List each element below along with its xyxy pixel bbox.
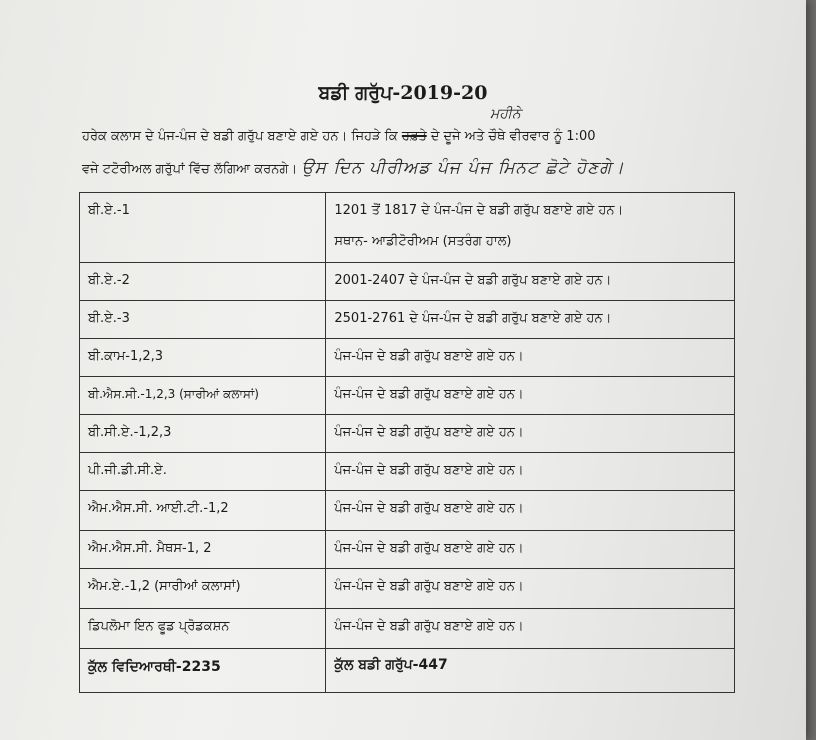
table-row bbox=[80, 569, 735, 609]
total-groups-cell: ਕੁੱਲ ਬਡੀ ਗਰੁੱਪ-447 bbox=[326, 649, 735, 693]
detail-cell: ਪੰਜ-ਪੰਜ ਦੇ ਬਡੀ ਗਰੁੱਪ ਬਣਾਏ ਗਏ ਹਨ। bbox=[326, 453, 735, 491]
course-cell: ਐਮ.ਏ.-1,2 (ਸਾਰੀਆਂ ਕਲਾਸਾਂ) bbox=[80, 569, 326, 609]
detail-cell: 2001-2407 ਦੇ ਪੰਜ-ਪੰਜ ਦੇ ਬਡੀ ਗਰੁੱਪ ਬਣਾਏ ਗਏ ਹਨ। bbox=[326, 263, 735, 301]
course-cell: ਪੀ.ਜੀ.ਡੀ.ਸੀ.ਏ. bbox=[80, 453, 326, 491]
course-cell: ਬੀ.ਏ.-3 bbox=[80, 301, 326, 339]
table-row bbox=[80, 531, 735, 569]
course-cell: ਬੀ.ਸੀ.ਏ.-1,2,3 bbox=[80, 415, 326, 453]
handwritten-correction: ਮਹੀਨੇ bbox=[490, 106, 521, 122]
detail-cell: ਪੰਜ-ਪੰਜ ਦੇ ਬਡੀ ਗਰੁੱਪ ਬਣਾਏ ਗਏ ਹਨ। bbox=[326, 491, 735, 531]
table-row bbox=[80, 377, 735, 415]
detail-cell: ਪੰਜ-ਪੰਜ ਦੇ ਬਡੀ ਗਰੁੱਪ ਬਣਾਏ ਗਏ ਹਨ। bbox=[326, 569, 735, 609]
buddy-group-table bbox=[79, 192, 735, 693]
table-row bbox=[80, 609, 735, 649]
detail-cell: ਪੰਜ-ਪੰਜ ਦੇ ਬਡੀ ਗਰੁੱਪ ਬਣਾਏ ਗਏ ਹਨ। bbox=[326, 339, 735, 377]
detail-cell: 2501-2761 ਦੇ ਪੰਜ-ਪੰਜ ਦੇ ਬਡੀ ਗਰੁੱਪ ਬਣਾਏ ਗਏ ਹਨ। bbox=[326, 301, 735, 339]
table-row bbox=[80, 491, 735, 531]
intro-line-1 bbox=[82, 129, 596, 144]
intro-line-1-part-b: ਦੇ ਦੂਜੇ ਅਤੇ ਚੌਥੇ ਵੀਰਵਾਰ ਨੂੰ 1:00 bbox=[426, 129, 596, 144]
course-cell: ਬੀ.ਏ.-2 bbox=[80, 263, 326, 301]
total-students-cell: ਕੁੱਲ ਵਿਦਿਆਰਥੀ-2235 bbox=[80, 649, 326, 693]
table-row bbox=[80, 339, 735, 377]
detail-cell: ਪੰਜ-ਪੰਜ ਦੇ ਬਡੀ ਗਰੁੱਪ ਬਣਾਏ ਗਏ ਹਨ। bbox=[326, 531, 735, 569]
course-cell: ਐਮ.ਐਸ.ਸੀ. ਆਈ.ਟੀ.-1,2 bbox=[80, 491, 326, 531]
struck-word: ਹਫ਼ਤੇ bbox=[401, 129, 427, 144]
detail-cell: ਪੰਜ-ਪੰਜ ਦੇ ਬਡੀ ਗਰੁੱਪ ਬਣਾਏ ਗਏ ਹਨ। bbox=[326, 377, 735, 415]
table-row bbox=[80, 301, 735, 339]
table-row bbox=[80, 453, 735, 491]
table-row bbox=[80, 193, 735, 263]
course-cell: ਬੀ.ਕਾਮ-1,2,3 bbox=[80, 339, 326, 377]
intro-line-2-printed: ਵਜੇ ਟਟੋਰੀਅਲ ਗਰੁੱਪਾਂ ਵਿੱਚ ਲੱਗਿਆ ਕਰਨਗੇ। bbox=[82, 162, 302, 177]
course-cell: ਬੀ.ਏ.-1 bbox=[80, 193, 326, 263]
venue-text: ਸਥਾਨ- ਆਡੀਟੋਰੀਅਮ (ਸਤਰੰਗ ਹਾਲ) bbox=[334, 234, 512, 249]
handwritten-note: ਉਸ ਦਿਨ ਪੀਰੀਅਡ ਪੰਜ ਪੰਜ ਮਿਨਟ ਛੋਟੇ ਹੋਣਗੇ। bbox=[301, 158, 625, 178]
course-cell: ਬੀ.ਐਸ.ਸੀ.-1,2,3 (ਸਾਰੀਆਂ ਕਲਾਸਾਂ) bbox=[80, 377, 326, 415]
detail-cell bbox=[326, 193, 735, 263]
table-row bbox=[80, 415, 735, 453]
intro-line-2 bbox=[82, 158, 625, 178]
intro-line-1-part-a: ਹਰੇਕ ਕਲਾਸ ਦੇ ਪੰਜ-ਪੰਜ ਦੇ ਬਡੀ ਗਰੁੱਪ ਬਣਾਏ ਗਏ ਹਨ। ਜਿਹੜੇ ਕਿ bbox=[82, 129, 402, 144]
course-cell: ਡਿਪਲੋਮਾ ਇਨ ਫੂਡ ਪ੍ਰੋਡਕਸ਼ਨ bbox=[80, 609, 326, 649]
course-cell: ਐਮ.ਐਸ.ਸੀ. ਮੈਥਸ-1, 2 bbox=[80, 531, 326, 569]
detail-text: 1201 ਤੋਂ 1817 ਦੇ ਪੰਜ-ਪੰਜ ਦੇ ਬਡੀ ਗਰੁੱਪ ਬਣਾਏ ਗਏ ਹਨ। bbox=[334, 203, 624, 218]
document-title: ਬਡੀ ਗਰੁੱਪ-2019-20 bbox=[318, 82, 488, 104]
detail-cell: ਪੰਜ-ਪੰਜ ਦੇ ਬਡੀ ਗਰੁੱਪ ਬਣਾਏ ਗਏ ਹਨ। bbox=[326, 609, 735, 649]
totals-row bbox=[80, 649, 735, 693]
table-row bbox=[80, 263, 735, 301]
detail-cell: ਪੰਜ-ਪੰਜ ਦੇ ਬਡੀ ਗਰੁੱਪ ਬਣਾਏ ਗਏ ਹਨ। bbox=[326, 415, 735, 453]
